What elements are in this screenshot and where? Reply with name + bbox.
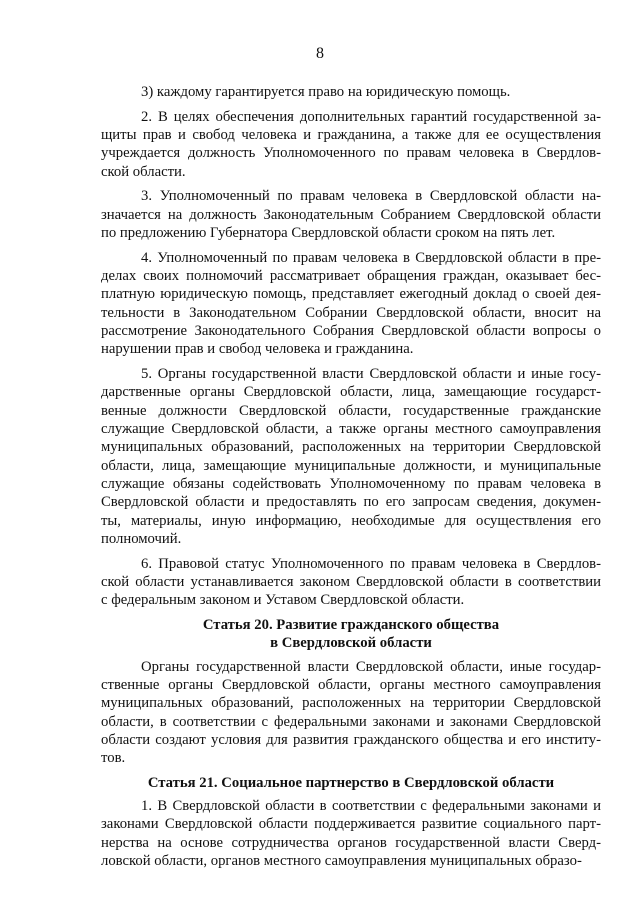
text-line: муниципальных образований, расположенных на территории Свердловской bbox=[101, 695, 601, 712]
text-line: ты, материалы, иную информацию, необходимые для осуществления его bbox=[101, 512, 601, 529]
text-line: области создают условия для развития гражданского общества и его институ- bbox=[101, 731, 601, 748]
text-line: тов. bbox=[101, 750, 126, 767]
text-line: дарственные органы Свердловской области, лица, замещающие государст- bbox=[101, 384, 601, 401]
text-line: нарушении прав и свобод человека и гражданина. bbox=[101, 341, 414, 358]
text-line: 2. В целях обеспечения дополнительных гарантий государственной за- bbox=[141, 108, 601, 125]
text-line: тельности в Законодательном Собрании Свердловской области, вносит на bbox=[101, 304, 601, 321]
paragraph bbox=[101, 249, 601, 359]
heading-line: в Свердловской области bbox=[270, 635, 432, 652]
text-line: 4. Уполномоченный по правам человека в Свердловской области в пре- bbox=[141, 249, 601, 266]
paragraph bbox=[101, 187, 601, 242]
text-line: делах своих полномочий рассматривает обращения граждан, оказывает бес- bbox=[101, 268, 601, 285]
paragraph bbox=[101, 108, 601, 181]
paragraph bbox=[101, 797, 601, 870]
text-line: по предложению Губернатора Свердловской области сроком на пять лет. bbox=[101, 225, 556, 242]
heading-line: Статья 21. Социальное партнерство в Свердловской области bbox=[147, 774, 555, 791]
text-line: муниципальных образований, расположенных на территории Свердловской bbox=[101, 439, 601, 456]
heading-line: Статья 20. Развитие гражданского общества bbox=[202, 617, 500, 634]
text-line: платную юридическую помощь, представляет ежегодный доклад о своей дея- bbox=[101, 286, 601, 303]
text-line: 3) каждому гарантируется право на юридическую помощь. bbox=[141, 84, 511, 100]
text-line: 1. В Свердловской области в соответствии с федеральными законами и bbox=[141, 798, 601, 815]
text-line: нерства на основе сотрудничества органов государственной власти Сверд- bbox=[101, 834, 601, 851]
text-line: служащие Свердловской области, а также органы местного самоуправления bbox=[101, 421, 601, 438]
text-line: Органы государственной власти Свердловской области, иные государ- bbox=[141, 658, 601, 675]
page-number: 8 bbox=[316, 45, 324, 62]
text-line: 6. Правовой статус Уполномоченного по правам человека в Свердлов- bbox=[141, 555, 601, 572]
text-line: венные должности Свердловской области, государственные гражданские bbox=[101, 402, 601, 419]
text-line: области, в соответствии с федеральными законами и законами Свердловской bbox=[101, 713, 601, 730]
paragraph bbox=[101, 658, 601, 768]
text-line: ской области устанавливается законом Свердловской области в соответствии bbox=[101, 573, 601, 590]
paragraph bbox=[101, 555, 601, 610]
text-line: учреждается должность Уполномоченного по правам человека в Свердлов- bbox=[101, 145, 601, 162]
text-line: области, лица, замещающие муниципальные должности, и муниципальные bbox=[101, 457, 601, 474]
text-line: ственные органы Свердловской области, органы местного самоуправления bbox=[101, 676, 601, 693]
text-line: Свердловской области и предоставлять по его запросам сведения, докумен- bbox=[101, 494, 601, 511]
text-line: щиты прав и свобод человека и гражданина, а также для ее осуществления bbox=[101, 127, 601, 144]
text-line: 3. Уполномоченный по правам человека в Свердловской области на- bbox=[141, 188, 601, 205]
text-line: ловской области, органов местного самоуправления муниципальных образо- bbox=[101, 853, 582, 870]
text-line: рассмотрение Законодательного Собрания Свердловской области вопросы о bbox=[101, 323, 601, 340]
paragraph bbox=[101, 365, 601, 548]
article-heading bbox=[101, 774, 601, 792]
text-line: полномочий. bbox=[101, 530, 182, 547]
text-line: служащие обязаны содействовать Уполномоченному по правам человека в bbox=[101, 475, 601, 492]
document-body bbox=[101, 83, 601, 877]
text-line: 5. Органы государственной власти Свердловской области и иные госу- bbox=[141, 366, 601, 383]
text-line: ской области. bbox=[101, 163, 186, 180]
text-line: с федеральным законом и Уставом Свердловской области. bbox=[101, 592, 465, 609]
text-line: законами Свердловской области поддерживается развитие социального парт- bbox=[101, 816, 601, 833]
paragraph bbox=[101, 83, 601, 101]
article-heading bbox=[101, 616, 601, 653]
text-line: значается на должность Законодательным Собранием Свердловской области bbox=[101, 206, 601, 223]
